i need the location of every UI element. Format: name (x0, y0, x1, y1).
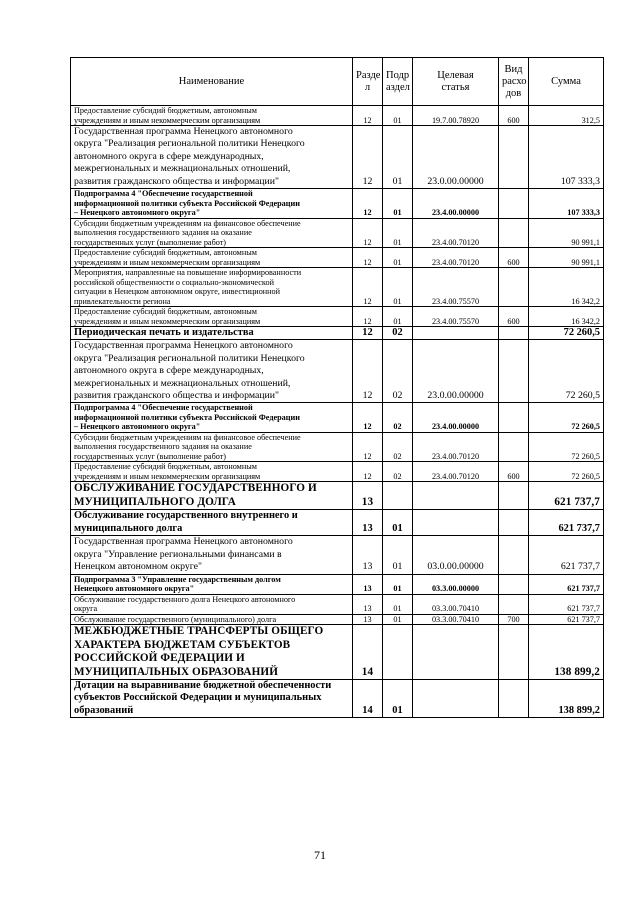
row-target-article (413, 625, 499, 680)
row-expense-type (499, 625, 529, 680)
table-row (71, 574, 604, 594)
header-name: Наименование (71, 58, 353, 106)
row-sum: 90 991,1 (529, 218, 604, 248)
row-razdel: 12 (353, 248, 383, 268)
row-target-article (413, 680, 499, 718)
table-row (71, 462, 604, 482)
row-target-article: 23.4.00.00000 (413, 403, 499, 433)
row-podrazdel: 01 (383, 268, 413, 307)
row-podrazdel: 01 (383, 126, 413, 189)
row-name: Субсидии бюджетным учреждениям на финансовое обеспечение выполнения государственного задания на оказание государственных услуг (выполнение работ) (71, 218, 353, 248)
row-podrazdel: 01 (383, 574, 413, 594)
row-expense-type (499, 268, 529, 307)
row-expense-type: 600 (499, 248, 529, 268)
row-name: МЕЖБЮДЖЕТНЫЕ ТРАНСФЕРТЫ ОБЩЕГО ХАРАКТЕРА БЮДЖЕТАМ СУБЪЕКТОВ РОССИЙСКОЙ ФЕДЕРАЦИИ И МУНИЦИПАЛЬНЫХ ОБРАЗОВАНИЙ (71, 625, 353, 680)
budget-table (70, 57, 604, 718)
row-name: Субсидии бюджетным учреждениям на финансовое обеспечение выполнения государственного задания на оказание государственных услуг (выполнение работ) (71, 432, 353, 462)
row-podrazdel: 01 (383, 307, 413, 327)
row-podrazdel: 01 (383, 680, 413, 718)
row-expense-type (499, 327, 529, 340)
row-name: Государственная программа Ненецкого автономного округа "Управление региональными финансами в Ненецком автономном округе" (71, 536, 353, 574)
row-podrazdel: 01 (383, 536, 413, 574)
row-expense-type (499, 482, 529, 510)
header-row (71, 58, 604, 106)
row-name: Периодическая печать и издательства (71, 327, 353, 340)
row-expense-type (499, 510, 529, 536)
row-razdel: 13 (353, 594, 383, 614)
table-row (71, 189, 604, 219)
row-expense-type (499, 432, 529, 462)
row-razdel: 12 (353, 268, 383, 307)
table-row (71, 482, 604, 510)
row-name: Предоставление субсидий бюджетным, автономным учреждениям и иным некоммерческим организациям (71, 462, 353, 482)
row-podrazdel: 01 (383, 510, 413, 536)
row-name: Предоставление субсидий бюджетным, автономным учреждениям и иным некоммерческим организациям (71, 106, 353, 126)
header-sum: Сумма (529, 58, 604, 106)
table-row (71, 340, 604, 403)
row-sum: 72 260,5 (529, 462, 604, 482)
row-razdel: 12 (353, 432, 383, 462)
row-target-article: 23.4.00.70120 (413, 462, 499, 482)
row-name: Государственная программа Ненецкого автономного округа "Реализация региональной политики Ненецкого автономного округа в сфере международных, межрегиональных и межнациональных отношений, развития гражданского общества и информации" (71, 340, 353, 403)
row-sum: 621 737,7 (529, 510, 604, 536)
table-row (71, 106, 604, 126)
row-podrazdel (383, 482, 413, 510)
row-sum: 621 737,7 (529, 574, 604, 594)
row-razdel: 12 (353, 218, 383, 248)
row-target-article (413, 482, 499, 510)
row-razdel: 12 (353, 462, 383, 482)
row-expense-type: 700 (499, 614, 529, 625)
row-expense-type: 600 (499, 307, 529, 327)
row-expense-type (499, 574, 529, 594)
row-razdel: 12 (353, 307, 383, 327)
row-sum: 90 991,1 (529, 248, 604, 268)
row-razdel: 13 (353, 510, 383, 536)
row-sum: 72 260,5 (529, 340, 604, 403)
table-row (71, 248, 604, 268)
row-name: Обслуживание государственного внутреннего и муниципального долга (71, 510, 353, 536)
row-expense-type: 600 (499, 106, 529, 126)
row-name: Подпрограмма 4 "Обеспечение государственной информационной политики субъекта Российской Федерации – Ненецкого автономного округа" (71, 403, 353, 433)
row-target-article (413, 327, 499, 340)
row-razdel: 12 (353, 327, 383, 340)
row-expense-type (499, 680, 529, 718)
row-name: Подпрограмма 3 "Управление государственным долгом Ненецкого автономного округа" (71, 574, 353, 594)
row-podrazdel: 02 (383, 462, 413, 482)
row-name: Государственная программа Ненецкого автономного округа "Реализация региональной политики Ненецкого автономного округа в сфере международных, межрегиональных и межнациональных отношений, развития гражданского общества и информации" (71, 126, 353, 189)
row-podrazdel: 02 (383, 403, 413, 433)
row-target-article: 23.4.00.70120 (413, 432, 499, 462)
row-expense-type (499, 403, 529, 433)
row-target-article (413, 510, 499, 536)
header-target-article: Целевая статья (413, 58, 499, 106)
row-podrazdel: 01 (383, 106, 413, 126)
row-podrazdel: 01 (383, 614, 413, 625)
row-target-article: 23.4.00.70120 (413, 248, 499, 268)
row-name: Дотации на выравнивание бюджетной обеспеченности субъектов Российской Федерации и муниципальных образований (71, 680, 353, 718)
row-sum: 107 333,3 (529, 126, 604, 189)
row-target-article: 03.0.00.00000 (413, 536, 499, 574)
row-sum: 312,5 (529, 106, 604, 126)
row-sum: 621 737,7 (529, 614, 604, 625)
table-row (71, 625, 604, 680)
row-razdel: 12 (353, 340, 383, 403)
row-expense-type (499, 189, 529, 219)
row-sum: 138 899,2 (529, 625, 604, 680)
table-row (71, 327, 604, 340)
table-row (71, 536, 604, 574)
table-row (71, 218, 604, 248)
row-expense-type: 600 (499, 462, 529, 482)
row-podrazdel: 01 (383, 218, 413, 248)
row-target-article: 19.7.00.78920 (413, 106, 499, 126)
row-expense-type (499, 594, 529, 614)
row-target-article: 03.3.00.70410 (413, 594, 499, 614)
row-name: Предоставление субсидий бюджетным, автономным учреждениям и иным некоммерческим организациям (71, 248, 353, 268)
table-row (71, 614, 604, 625)
row-sum: 621 737,7 (529, 594, 604, 614)
row-podrazdel: 01 (383, 189, 413, 219)
row-razdel: 12 (353, 189, 383, 219)
row-sum: 621 737,7 (529, 536, 604, 574)
table-row (71, 432, 604, 462)
table-row (71, 680, 604, 718)
row-razdel: 14 (353, 680, 383, 718)
row-target-article: 23.4.00.70120 (413, 218, 499, 248)
row-podrazdel: 01 (383, 248, 413, 268)
row-razdel: 13 (353, 614, 383, 625)
row-name: Мероприятия, направленные на повышение информированности российской общественности о социально-экономической ситуации в Ненецком автономном округе, инвестиционной привлекательности региона (71, 268, 353, 307)
row-target-article: 23.0.00.00000 (413, 126, 499, 189)
row-razdel: 14 (353, 625, 383, 680)
row-razdel: 12 (353, 106, 383, 126)
table-row (71, 594, 604, 614)
row-razdel: 12 (353, 403, 383, 433)
row-target-article: 03.3.00.00000 (413, 574, 499, 594)
table-row (71, 307, 604, 327)
row-sum: 16 342,2 (529, 268, 604, 307)
row-razdel: 13 (353, 536, 383, 574)
row-sum: 72 260,5 (529, 403, 604, 433)
row-name: Подпрограмма 4 "Обеспечение государственной информационной политики субъекта Российской Федерации – Ненецкого автономного округа" (71, 189, 353, 219)
header-razdel: Разде л (353, 58, 383, 106)
table-row (71, 126, 604, 189)
row-razdel: 13 (353, 482, 383, 510)
row-name: ОБСЛУЖИВАНИЕ ГОСУДАРСТВЕННОГО И МУНИЦИПАЛЬНОГО ДОЛГА (71, 482, 353, 510)
row-razdel: 12 (353, 126, 383, 189)
row-sum: 138 899,2 (529, 680, 604, 718)
table-row (71, 268, 604, 307)
row-podrazdel: 02 (383, 432, 413, 462)
row-expense-type (499, 536, 529, 574)
row-sum: 621 737,7 (529, 482, 604, 510)
row-sum: 107 333,3 (529, 189, 604, 219)
row-expense-type (499, 126, 529, 189)
table-row (71, 403, 604, 433)
row-sum: 16 342,2 (529, 307, 604, 327)
table-row (71, 510, 604, 536)
row-target-article: 23.0.00.00000 (413, 340, 499, 403)
row-target-article: 03.3.00.70410 (413, 614, 499, 625)
row-sum: 72 260,5 (529, 327, 604, 340)
row-expense-type (499, 218, 529, 248)
row-podrazdel: 02 (383, 340, 413, 403)
header-podrazdel: Подр аздел (383, 58, 413, 106)
row-razdel: 13 (353, 574, 383, 594)
row-podrazdel: 02 (383, 327, 413, 340)
page-number: 71 (314, 848, 326, 862)
row-podrazdel: 01 (383, 594, 413, 614)
header-expense-type: Вид расхо дов (499, 58, 529, 106)
row-expense-type (499, 340, 529, 403)
row-podrazdel (383, 625, 413, 680)
row-sum: 72 260,5 (529, 432, 604, 462)
row-name: Обслуживание государственного долга Ненецкого автономного округа (71, 594, 353, 614)
row-name: Обслуживание государственного (муниципального) долга (71, 614, 353, 625)
row-target-article: 23.4.00.75570 (413, 307, 499, 327)
row-target-article: 23.4.00.00000 (413, 189, 499, 219)
row-name: Предоставление субсидий бюджетным, автономным учреждениям и иным некоммерческим организациям (71, 307, 353, 327)
row-target-article: 23.4.00.75570 (413, 268, 499, 307)
table-body (71, 106, 604, 718)
